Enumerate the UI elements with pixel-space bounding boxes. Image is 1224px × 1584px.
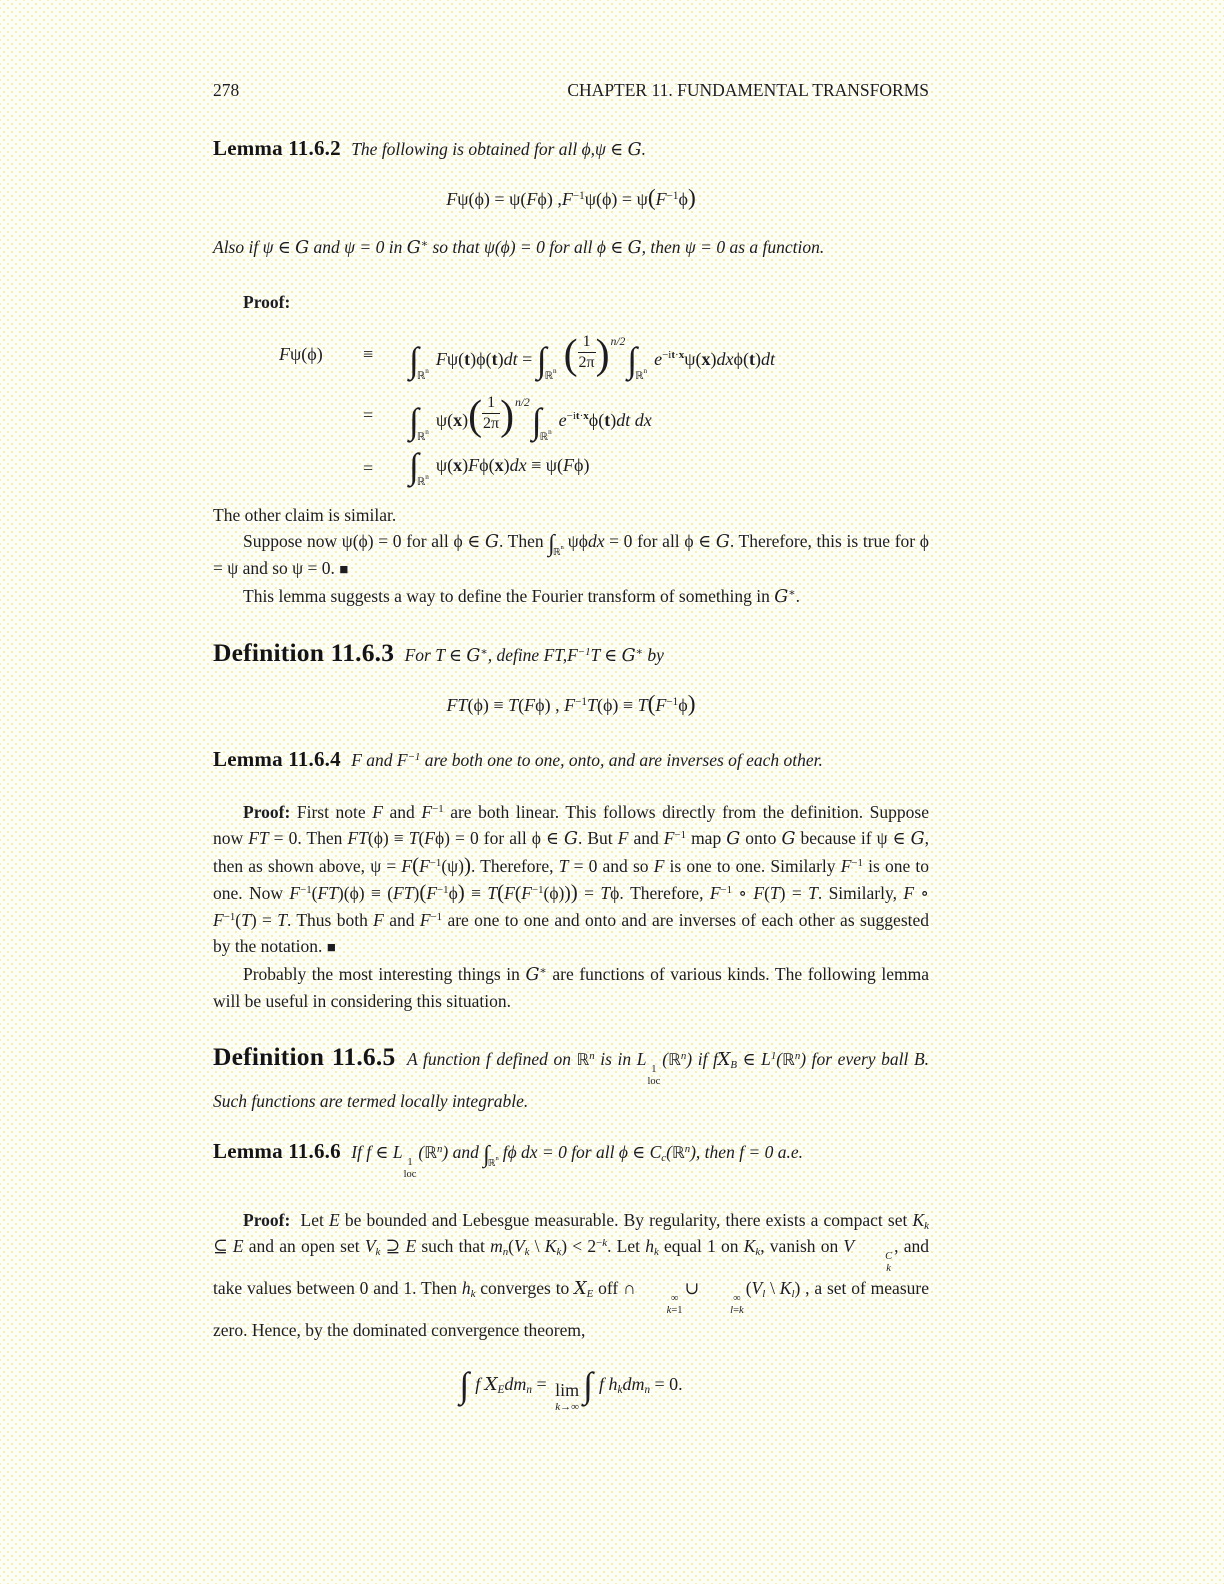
lemma-11-6-4-statement: F and $F^{-1}$ are both one to one, onto, and are inverses of each other. (351, 749, 823, 770)
derivation-row-relation: = (363, 457, 374, 478)
definition-11-6-3-label: Definition 11.6.3 (213, 637, 395, 667)
paragraph-suppose: Suppose now ψ(ϕ) = 0 for all ϕ ∈ G. Then $\int_{ℝ^n}$ ψϕdx = 0 for all ϕ ∈ G. Therefore, this is true for ϕ = ψ and so ψ = 0. ■ (213, 530, 929, 578)
lemma-11-6-2-statement: The following is obtained for all ϕ,ψ ∈ G. (351, 139, 646, 160)
lemma-11-6-4-label: Lemma 11.6.4 (213, 746, 341, 771)
paragraph-lemma-suggests: This lemma suggests a way to define the Fourier transform of something in G∗. (243, 585, 800, 607)
derivation-row-relation: = (363, 404, 374, 425)
paragraph-other-claim: The other claim is similar. (213, 504, 397, 525)
derivation-row-rhs: $\int_{ℝ^n}F\psi(t)\phi(t)dt = \int_{ℝ^n}$ ( $\frac{1}{2\pi}$ )$^{n/2}\int_{ℝ^n}e^{-it\cdot x}\psi(x)dx\phi(t)dt$ (409, 331, 775, 382)
lemma-11-6-2-also: Also if ψ ∈ G and ψ = 0 in G∗ so that ψ(ϕ) = 0 for all ϕ ∈ G, then ψ = 0 as a function. (213, 237, 825, 258)
definition-11-6-5-head (213, 1041, 930, 1114)
chapter-title: CHAPTER 11. FUNDAMENTAL TRANSFORMS (567, 80, 929, 100)
derivation-aligned-equations (279, 331, 929, 488)
definition-11-6-3-statement: For T ∈ G∗, define $FT,F^{-1}T$ ∈ G∗ by (404, 644, 664, 666)
definition-11-6-5-statement: A function f defined on ℝ$^n$ is in L 1 loc (ℝ$^n$) if $fX_B$ ∈ $L^1(ℝ^n)$ for every ball B. Such functions are termed locally integrable. (213, 1048, 930, 1111)
page-number: 278 (213, 80, 240, 100)
equation-fourier-duality: Fψ(ϕ) = ψ(Fϕ) $,F^{-1}\psi(\phi) = \psi(F^{-1}\phi)$ (446, 185, 696, 211)
definition-11-6-3-head (213, 637, 929, 669)
page-content (213, 0, 929, 1413)
definition-11-6-5-label: Definition 11.6.5 (213, 1041, 396, 1071)
lemma-11-6-6-label: Lemma 11.6.6 (213, 1138, 341, 1163)
equation-dominated-convergence: ∫ f $X_Edm_n$ = lim k→∞ ∫ f $h_kdm_n = 0$. (459, 1365, 683, 1414)
lemma-11-6-6-head (213, 1138, 929, 1181)
derivation-row-rhs: $\int_{ℝ^n}\psi(x)F\phi(x)dx \equiv \psi(F\phi)$ (409, 445, 590, 488)
lemma-11-6-6-statement: If f ∈ L 1 loc (ℝ$^n$) and $\int_{ℝ^n}$ fϕ dx = 0 for all ϕ ∈ $C_c(ℝ^n)$, then f = 0 a.e. (351, 1141, 804, 1180)
proof-11-6-6: Proof: Let E be bounded and Lebesgue measurable. By regularity, there exists a compact set $K_k$ ⊆ E and an open set $V_k$ ⊇ E such that $m_n(V_k$ \ $K_k) < 2^{-k}$. Let $h_k$ equal 1 on $K_k$, vanish on V C k , and take values between 0 and 1. Then $h_k$ converges to $X_E$ off ∩ ∞ k=1 ∪ ∞ l=k ($V_l$ \ $K_l$) , a set of measure zero. Hence, by the dominated convergence theorem, (213, 1210, 929, 1341)
page-header (213, 0, 929, 101)
lemma-11-6-2-label: Lemma 11.6.2 (213, 136, 341, 160)
paragraph-probably: Probably the most interesting things in G∗ are functions of various kinds. The following lemma will be useful in considering this situation. (213, 963, 929, 1011)
proof-11-6-4: Proof: First note F and $F^{-1}$ are both linear. This follows directly from the definition. Suppose now FT = 0. Then FT(ϕ) ≡ T(Fϕ) = 0 for all ϕ ∈ G. But F and $F^{-1}$ map G onto G because if ψ ∈ G, then as shown above, $\psi = F(F^{-1}(\psi))$. Therefore, T = 0 and so F is one to one. Similarly $F^{-1}$ is one to one. Now $F^{-1}(FT)(\phi) \equiv (FT)(F^{-1}\phi) \equiv T(F(F^{-1}(\phi))) = T\phi$. Therefore, $F^{-1}$ ∘ F(T) = T. Similarly, F ∘ $F^{-1}(T) = T$. Thus both F and $F^{-1}$ are one to one and onto and are inverses of each other as suggested by the notation. ■ (213, 801, 930, 956)
lemma-11-6-4-head (213, 746, 929, 773)
proof-label-11-6-2: Proof: (243, 292, 291, 312)
derivation-row-rhs: $\int_{ℝ^n}\psi(x)$( $\frac{1}{2\pi}$ )$^{n/2}\int_{ℝ^n}e^{-it\cdot x}\phi(t)dt$ dx (409, 392, 652, 443)
derivation-row-relation: ≡ (363, 343, 374, 364)
lemma-11-6-2-head (213, 135, 929, 163)
equation-ft-definition: FT(ϕ) ≡ T(Fϕ) , $F^{-1}T(\phi) \equiv T(F^{-1}\phi)$ (446, 690, 696, 717)
derivation-row-lhs: Fψ(ϕ) (279, 343, 323, 364)
